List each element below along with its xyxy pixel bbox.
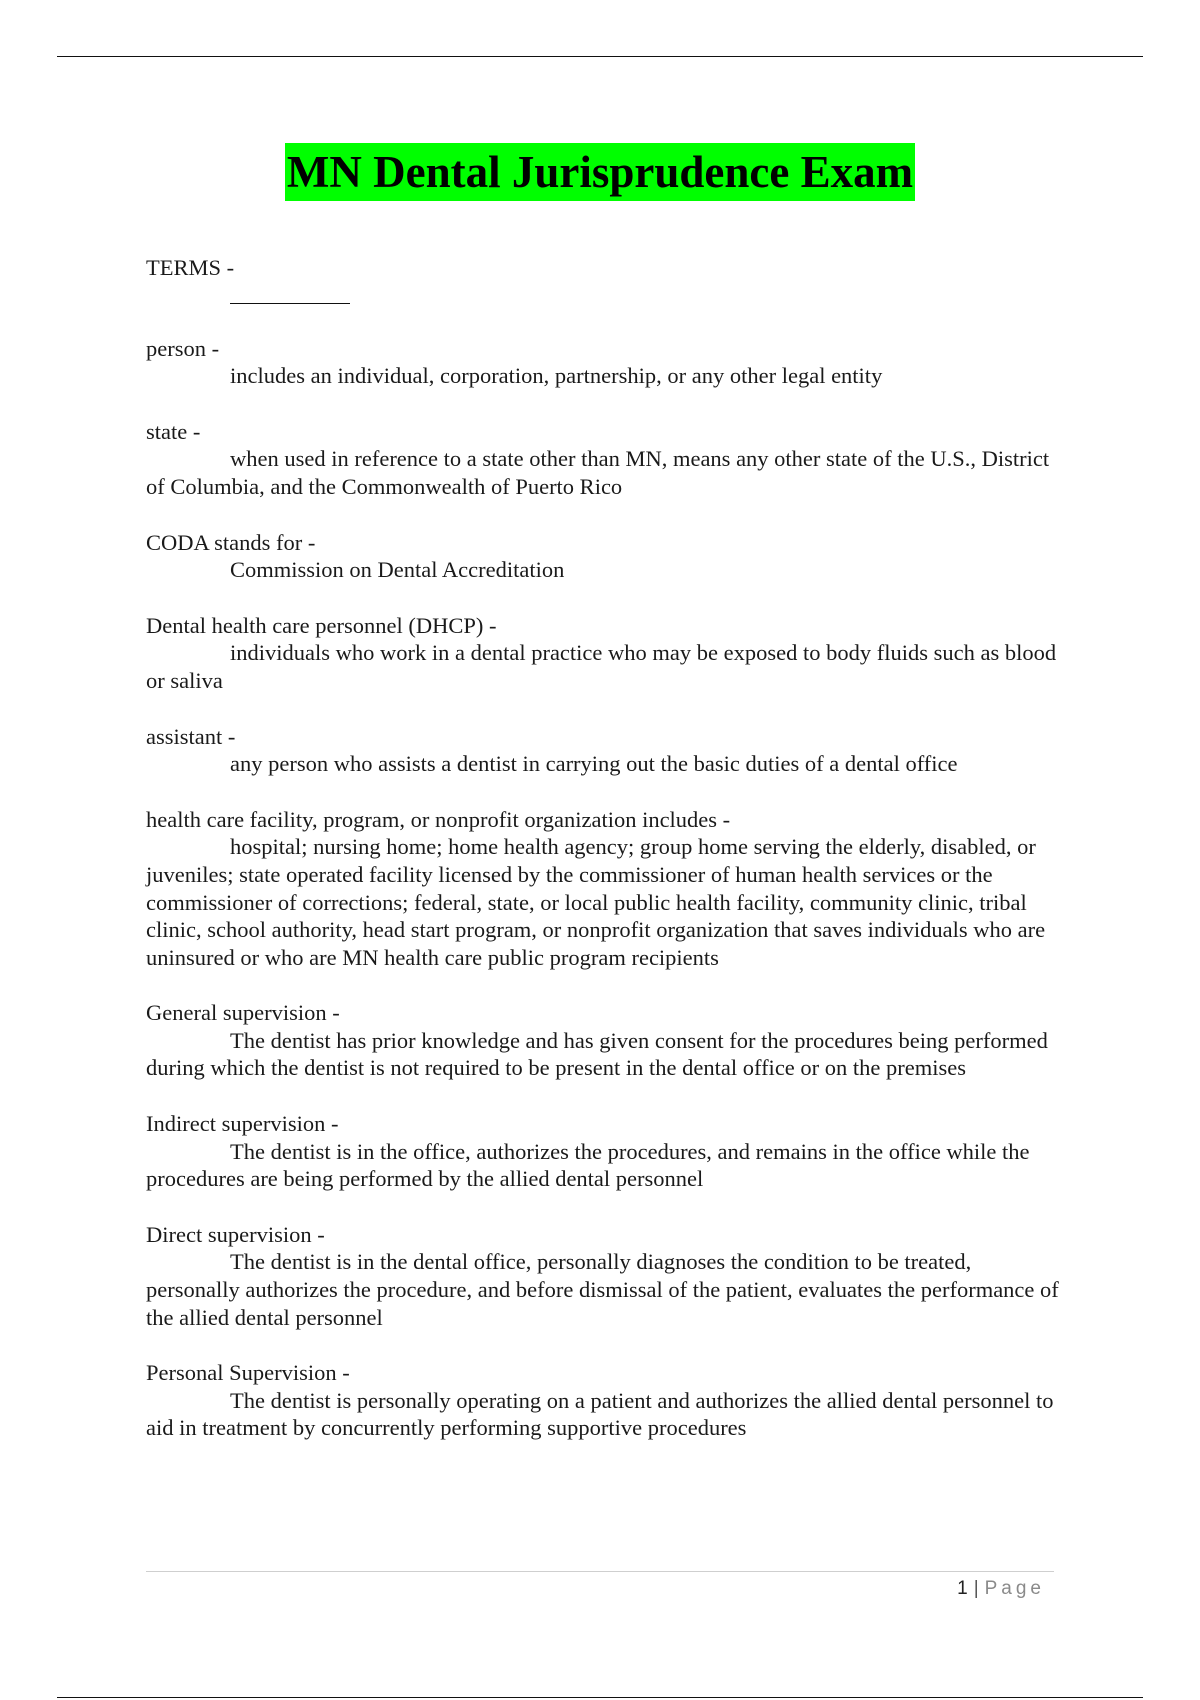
term-definition: includes an individual, corporation, partnership, or any other legal entity	[230, 363, 883, 389]
term-definition: The dentist is personally operating on a patient and authorizes the allied dental personnel to aid in treatment by concurrently performing supportive procedures	[146, 1387, 1054, 1441]
document-title: MN Dental Jurisprudence Exam	[285, 143, 915, 201]
term-definition: hospital; nursing home; home health agency; group home serving the elderly, disabled, or juveniles; state operated facility licensed by the commissioner of human health services or the commissioner of corrections; federal, state, or local public health facility, community clinic, tribal clinic, school authority, head start program, or nonprofit organization that saves individuals who are uninsured or who are MN health care public program recipients	[146, 834, 1046, 970]
bottom-border-line	[57, 1697, 1143, 1698]
term-definition: The dentist is in the office, authorizes the procedures, and remains in the office while the procedures are being performed by the allied dental personnel	[146, 1138, 1030, 1192]
section-label-terms: TERMS -	[146, 255, 235, 280]
term-label: General supervision -	[146, 1000, 340, 1026]
term-entry	[146, 1221, 1066, 1331]
page-footer	[957, 1578, 1045, 1600]
term-definition: Commission on Dental Accreditation	[230, 557, 565, 583]
top-border-line	[57, 56, 1143, 57]
page-number: 1	[957, 1578, 968, 1599]
term-label: state -	[146, 418, 201, 444]
term-definition: when used in reference to a state other than MN, means any other state of the U.S., District of Columbia, and the Commonwealth of Puerto Rico	[146, 446, 1050, 499]
term-label: health care facility, program, or nonprofit organization includes -	[146, 806, 731, 832]
term-definition: any person who assists a dentist in carrying out the basic duties of a dental office	[230, 751, 958, 777]
term-entry	[146, 999, 1066, 1082]
title-container	[0, 143, 1200, 201]
term-label: Direct supervision -	[146, 1221, 325, 1247]
term-definition: The dentist is in the dental office, personally diagnoses the condition to be treated, personally authorizes the procedure, and before dismissal of the patient, evaluates the performance of the allied dental personnel	[146, 1249, 1059, 1330]
footer-divider	[146, 1571, 1054, 1572]
page-separator: |	[973, 1578, 979, 1599]
term-definition: The dentist has prior knowledge and has given consent for the procedures being performed during which the dentist is not required to be present in the dental office or on the premises	[146, 1027, 1048, 1081]
term-definition: individuals who work in a dental practice who may be exposed to body fluids such as blood or saliva	[146, 640, 1057, 693]
term-label: assistant -	[146, 723, 236, 749]
term-entry	[146, 723, 1066, 778]
term-entry	[146, 335, 1066, 390]
term-entry	[146, 529, 1066, 584]
term-label: Dental health care personnel (DHCP) -	[146, 612, 497, 638]
term-entry	[146, 1110, 1066, 1193]
section-underline	[230, 303, 350, 304]
term-label: Personal Supervision -	[146, 1360, 350, 1386]
term-label: Indirect supervision -	[146, 1111, 339, 1137]
term-entry	[146, 806, 1066, 972]
term-entry	[146, 418, 1066, 501]
term-entry	[146, 1359, 1066, 1442]
document-body	[146, 254, 1066, 1442]
term-label: CODA stands for -	[146, 529, 316, 555]
term-label: person -	[146, 335, 220, 361]
term-entry	[146, 612, 1066, 695]
page-word: Page	[984, 1578, 1045, 1599]
